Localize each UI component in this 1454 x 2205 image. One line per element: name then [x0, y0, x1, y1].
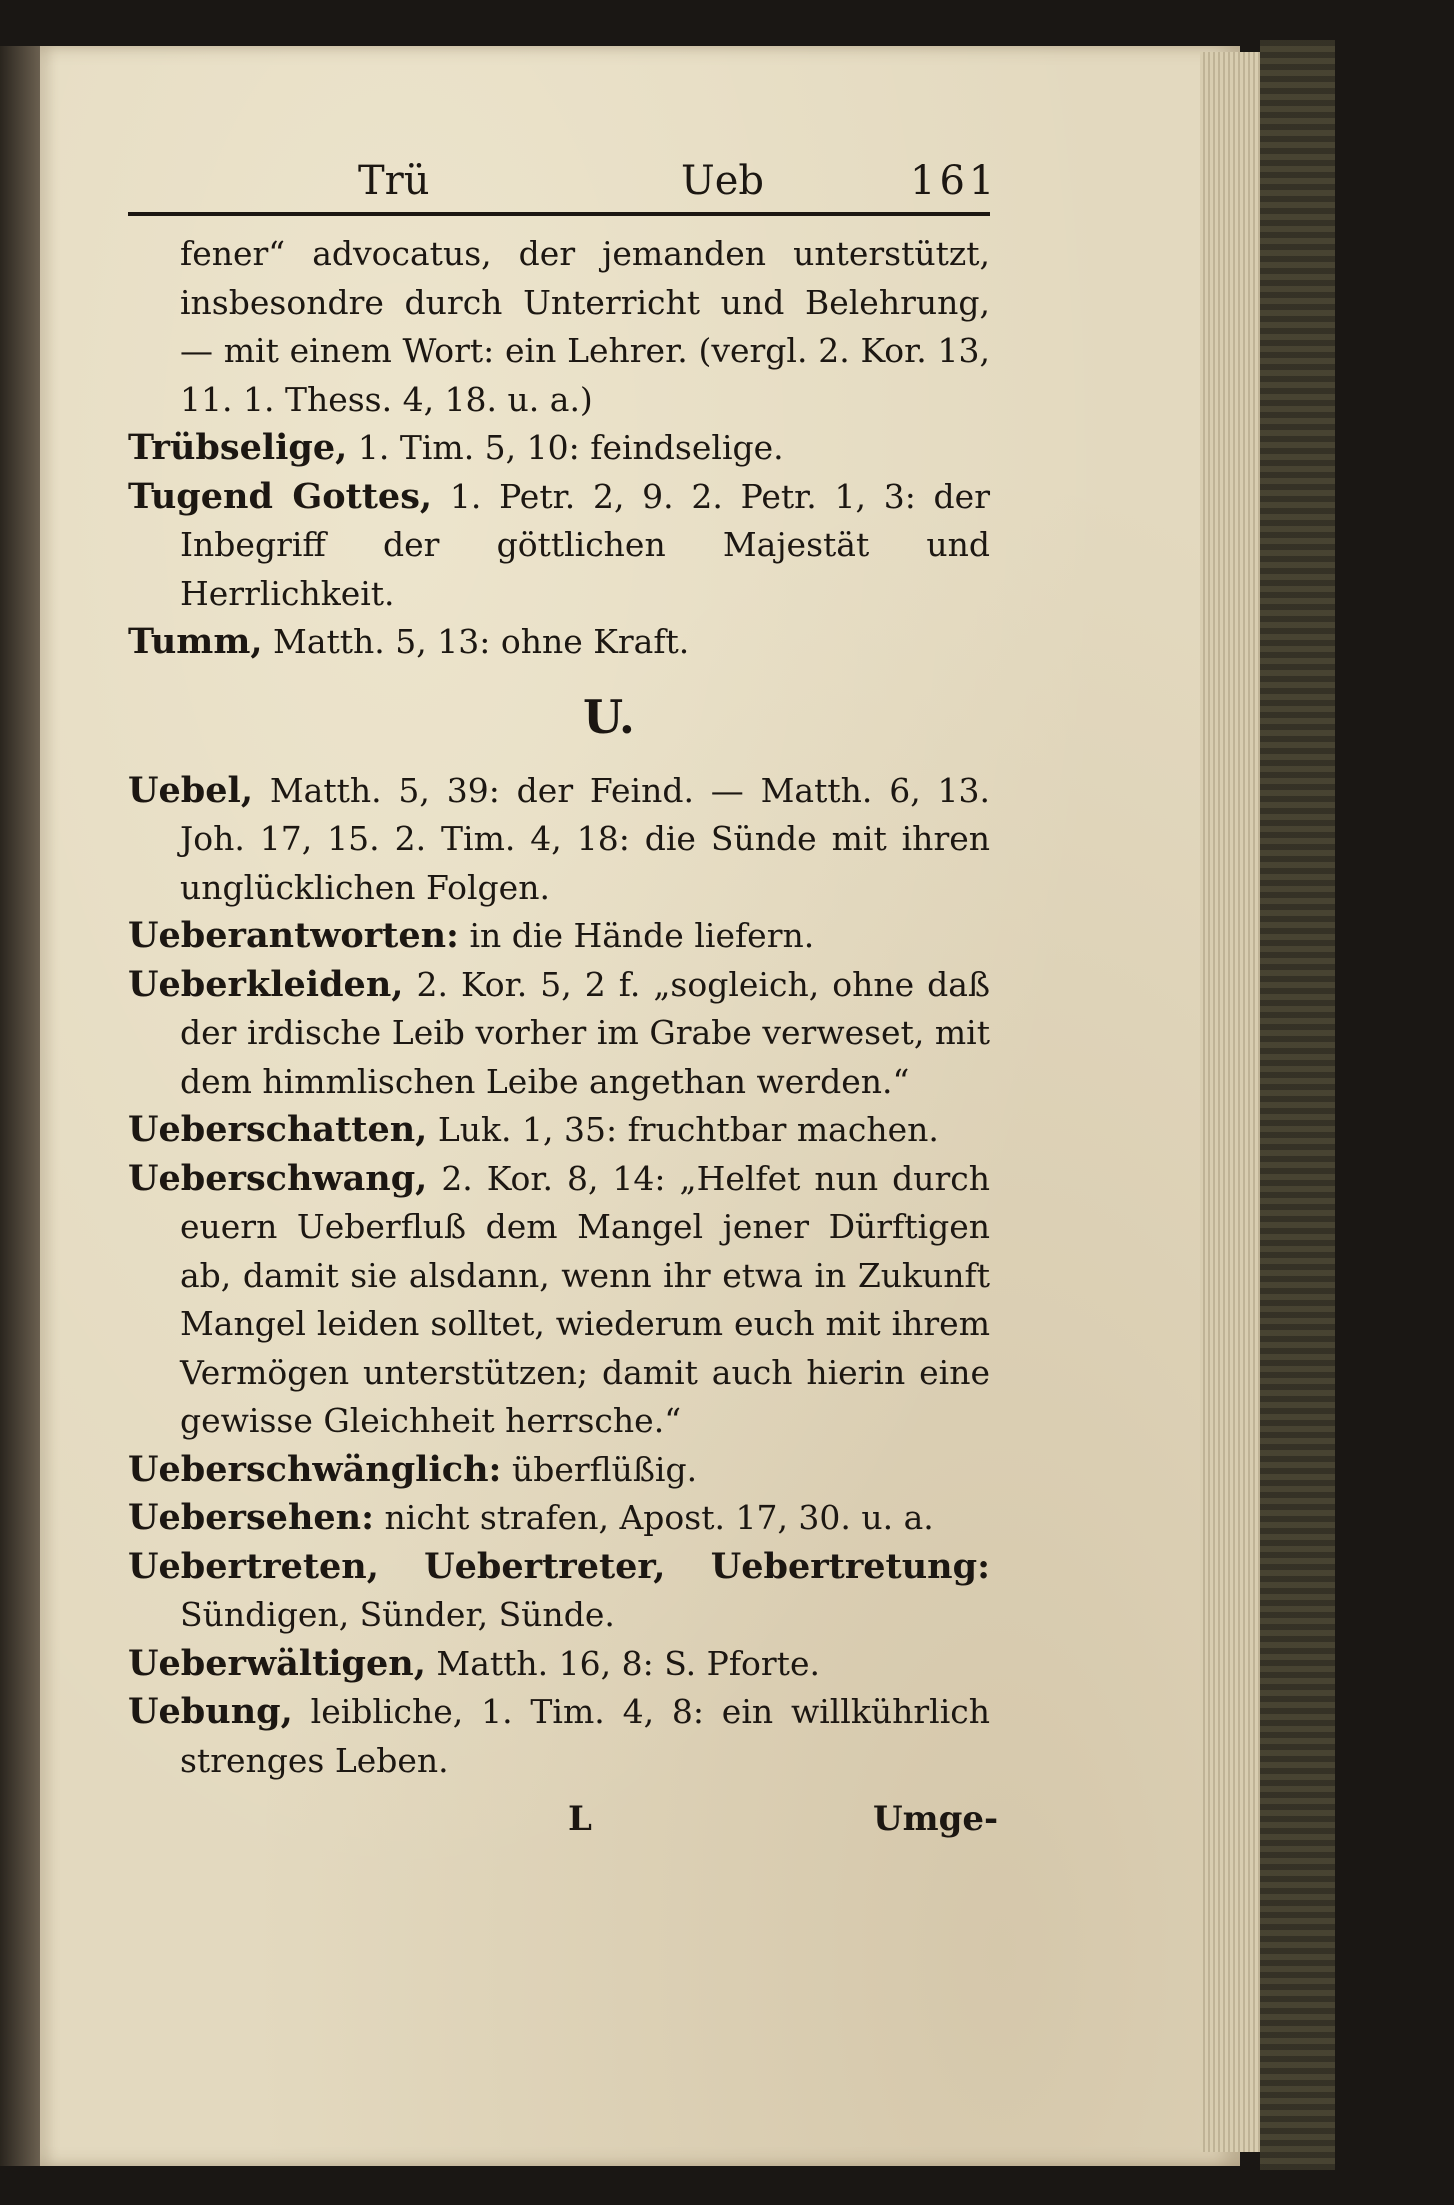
entry-definition: Matth. 5, 39: der Feind. — Matth. 6, 13. Joh. 17, 15. 2. Tim. 4, 18: die Sünde mit ihren unglücklichen Folgen. [180, 770, 990, 907]
dictionary-entry [128, 1688, 990, 1785]
entry-headword: Ueberwältigen, [128, 1642, 426, 1684]
entry-headword: Tugend Gottes, [128, 475, 433, 517]
dictionary-entry [128, 1446, 990, 1495]
dictionary-entry [128, 961, 990, 1107]
running-head-left: Trü [358, 158, 430, 204]
entry-definition: 1. Petr. 2, 9. 2. Petr. 1, 3: der Inbegriff der göttlichen Majestät und Herrlichkeit. [180, 476, 990, 613]
header-rule [128, 212, 990, 216]
text-block [128, 148, 999, 1851]
entries-list-t [128, 230, 990, 667]
entries-list-u [128, 767, 990, 1786]
entry-definition: 1. Tim. 5, 10: feindselige. [357, 428, 784, 467]
entry-definition: überflüßig. [511, 1449, 698, 1489]
binding-gutter [0, 46, 40, 2166]
section-letter: U. [583, 689, 635, 744]
entry-definition: Sündigen, Sünder, Sünde. [180, 1595, 615, 1634]
entry-headword: Uebertreten, Uebertreter, Uebertretung: [128, 1545, 990, 1587]
book-cover-edge [1260, 40, 1335, 2170]
dictionary-entry [128, 1543, 990, 1640]
entry-definition: in die Hände liefern. [469, 916, 815, 955]
page-edges [1200, 52, 1260, 2152]
dictionary-entry [128, 618, 990, 667]
entry-definition: leibliche, 1. Tim. 4, 8: ein willkührlich strenges Leben. [180, 1692, 990, 1780]
page-footer [128, 1791, 999, 1851]
entry-definition: fener“ advocatus, der jemanden unterstützt, insbesondre durch Unterricht und Belehrung, — mit einem Wort: ein Lehrer. (vergl. 2. Kor. 13, 11. 1. Thess. 4, 18. u. a.) [180, 234, 990, 419]
dictionary-entry [128, 473, 990, 619]
entry-headword: Uebung, [128, 1691, 293, 1732]
running-head [128, 148, 999, 212]
entry-headword: Uebersehen: [128, 1497, 375, 1538]
entry-headword: Uebel, [128, 769, 254, 811]
entry-headword: Tumm, [128, 621, 263, 662]
dictionary-entry [128, 1106, 990, 1155]
entry-headword: Ueberschwänglich: [128, 1448, 502, 1490]
signature-mark: L [568, 1799, 592, 1839]
dictionary-entry [128, 912, 990, 961]
dictionary-entry [128, 1640, 990, 1689]
entry-definition: nicht strafen, Apost. 17, 30. u. a. [384, 1498, 934, 1537]
dictionary-entry [128, 1155, 990, 1446]
page-number: 161 [910, 158, 999, 204]
entry-headword: Ueberschatten, [128, 1109, 428, 1150]
entry-definition: 2. Kor. 8, 14: „Helfet nun durch euern Ueberfluß dem Mangel jener Dürftigen ab, damit sie alsdann, wenn ihr etwa in Zukunft Mangel leiden solltet, wiederum euch mit ihrem Vermögen unterstützen; damit auch hierin eine gewisse Gleichheit herrsche.“ [180, 1158, 990, 1440]
entry-headword: Trübselige, [128, 427, 348, 468]
running-head-center: Ueb [681, 158, 764, 204]
entry-definition: 2. Kor. 5, 2 f. „sogleich, ohne daß der irdische Leib vorher im Grabe verweset, mit dem himmlischen Leibe angethan werden.“ [180, 964, 990, 1101]
entry-headword: Ueberantworten: [128, 915, 459, 956]
dictionary-entry [128, 230, 990, 424]
entry-headword: Ueberschwang, [128, 1157, 428, 1199]
dictionary-entry [128, 424, 990, 473]
dictionary-entry [128, 767, 990, 913]
entry-definition: Matth. 5, 13: ohne Kraft. [273, 622, 690, 661]
dictionary-entry [128, 1494, 990, 1543]
catchword: Umge- [873, 1799, 999, 1839]
entry-definition: Matth. 16, 8: S. Pforte. [436, 1643, 820, 1683]
entry-headword: Ueberkleiden, [128, 963, 404, 1005]
entry-definition: Luk. 1, 35: fruchtbar machen. [437, 1110, 939, 1149]
